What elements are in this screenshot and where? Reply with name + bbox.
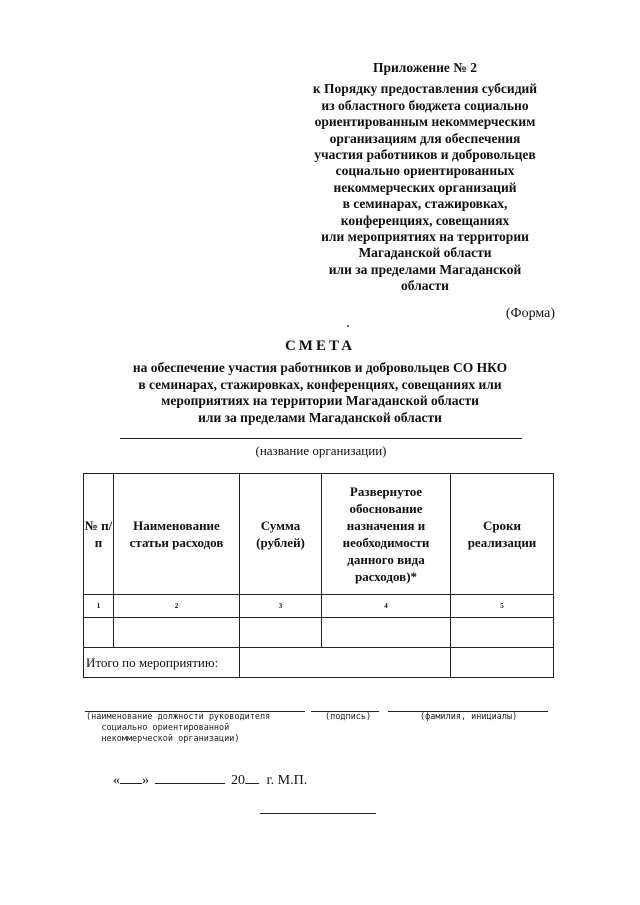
total-terms-cell[interactable] <box>451 648 554 678</box>
column-number: 4 <box>322 595 451 618</box>
annex-line: ориентированным некоммерческим <box>314 114 536 130</box>
annex-heading: Приложение № 2 <box>373 60 477 75</box>
annex-line: социально ориентированных <box>335 163 515 179</box>
header-cell-sum: Сумма (рублей) <box>240 474 322 595</box>
stamp-label: г. М.П. <box>266 773 308 788</box>
annex-line: из областного бюджета социально <box>321 97 529 113</box>
date-line <box>113 770 307 789</box>
column-number: 3 <box>240 595 322 618</box>
header-cell-justification: Развернутое обоснование назначения и необходимости данного вида расходов)* <box>322 474 451 595</box>
total-label: Итого по мероприятию: <box>84 648 240 678</box>
annex-line: организациям для обеспечения <box>329 130 521 146</box>
year-field[interactable] <box>245 770 259 784</box>
column-number-row <box>84 595 554 618</box>
total-row <box>84 648 554 678</box>
annex-block <box>300 60 550 295</box>
subtitle-line: или за пределами Магаданской области <box>198 409 442 425</box>
year-prefix: 20 <box>231 773 245 788</box>
month-field[interactable] <box>155 770 225 784</box>
column-number: 1 <box>84 595 114 618</box>
form-label: (Форма) <box>505 306 555 321</box>
column-number: 5 <box>451 595 554 618</box>
open-quote: « <box>113 773 120 788</box>
name-caption: (фамилия, инициалы) <box>420 712 518 722</box>
close-quote: » <box>142 773 149 788</box>
table-cell[interactable] <box>84 618 114 648</box>
annex-line: участия работников и добровольцев <box>314 147 536 163</box>
annex-line: к Порядку предоставления субсидий <box>312 81 538 97</box>
annex-line: Магаданской области <box>358 245 492 261</box>
annex-line: или за пределами Магаданской <box>328 261 522 277</box>
annex-line: или мероприятиях на территории <box>321 229 529 245</box>
organization-name-field[interactable] <box>120 438 522 439</box>
annex-line: области <box>401 278 449 294</box>
subtitle-line: на обеспечение участия работников и добровольцев СО НКО <box>132 360 508 375</box>
day-field[interactable] <box>120 770 142 784</box>
annex-line: конференциях, совещаниях <box>340 212 510 228</box>
signature-caption: (подпись) <box>325 712 372 722</box>
document-subtitle <box>90 360 550 426</box>
stray-dot <box>347 325 349 327</box>
document-title: СМЕТА <box>284 338 356 354</box>
table-cell[interactable] <box>322 618 451 648</box>
subtitle-line: в семинарах, стажировках, конференциях, совещаниях или <box>138 376 502 392</box>
total-sum-cell[interactable] <box>240 648 451 678</box>
header-cell-item: Наименование статьи расходов <box>114 474 240 595</box>
subtitle-line: мероприятиях на территории Магаданской области <box>161 393 479 408</box>
table-cell[interactable] <box>240 618 322 648</box>
table-cell[interactable] <box>114 618 240 648</box>
annex-line: некоммерческих организаций <box>333 179 517 195</box>
header-cell-number: № п/п <box>84 474 114 595</box>
estimate-table <box>83 473 554 678</box>
position-caption: (наименование должности руководителя социально ориентированной некоммерческой организации) <box>86 712 271 744</box>
organization-caption: (название организации) <box>255 443 387 458</box>
annex-line: в семинарах, стажировках, <box>342 196 508 212</box>
bottom-signature-line[interactable] <box>260 813 376 814</box>
header-cell-terms: Сроки реализации <box>451 474 554 595</box>
table-cell[interactable] <box>451 618 554 648</box>
column-number: 2 <box>114 595 240 618</box>
table-row <box>84 618 554 648</box>
table-header-row <box>84 474 554 595</box>
